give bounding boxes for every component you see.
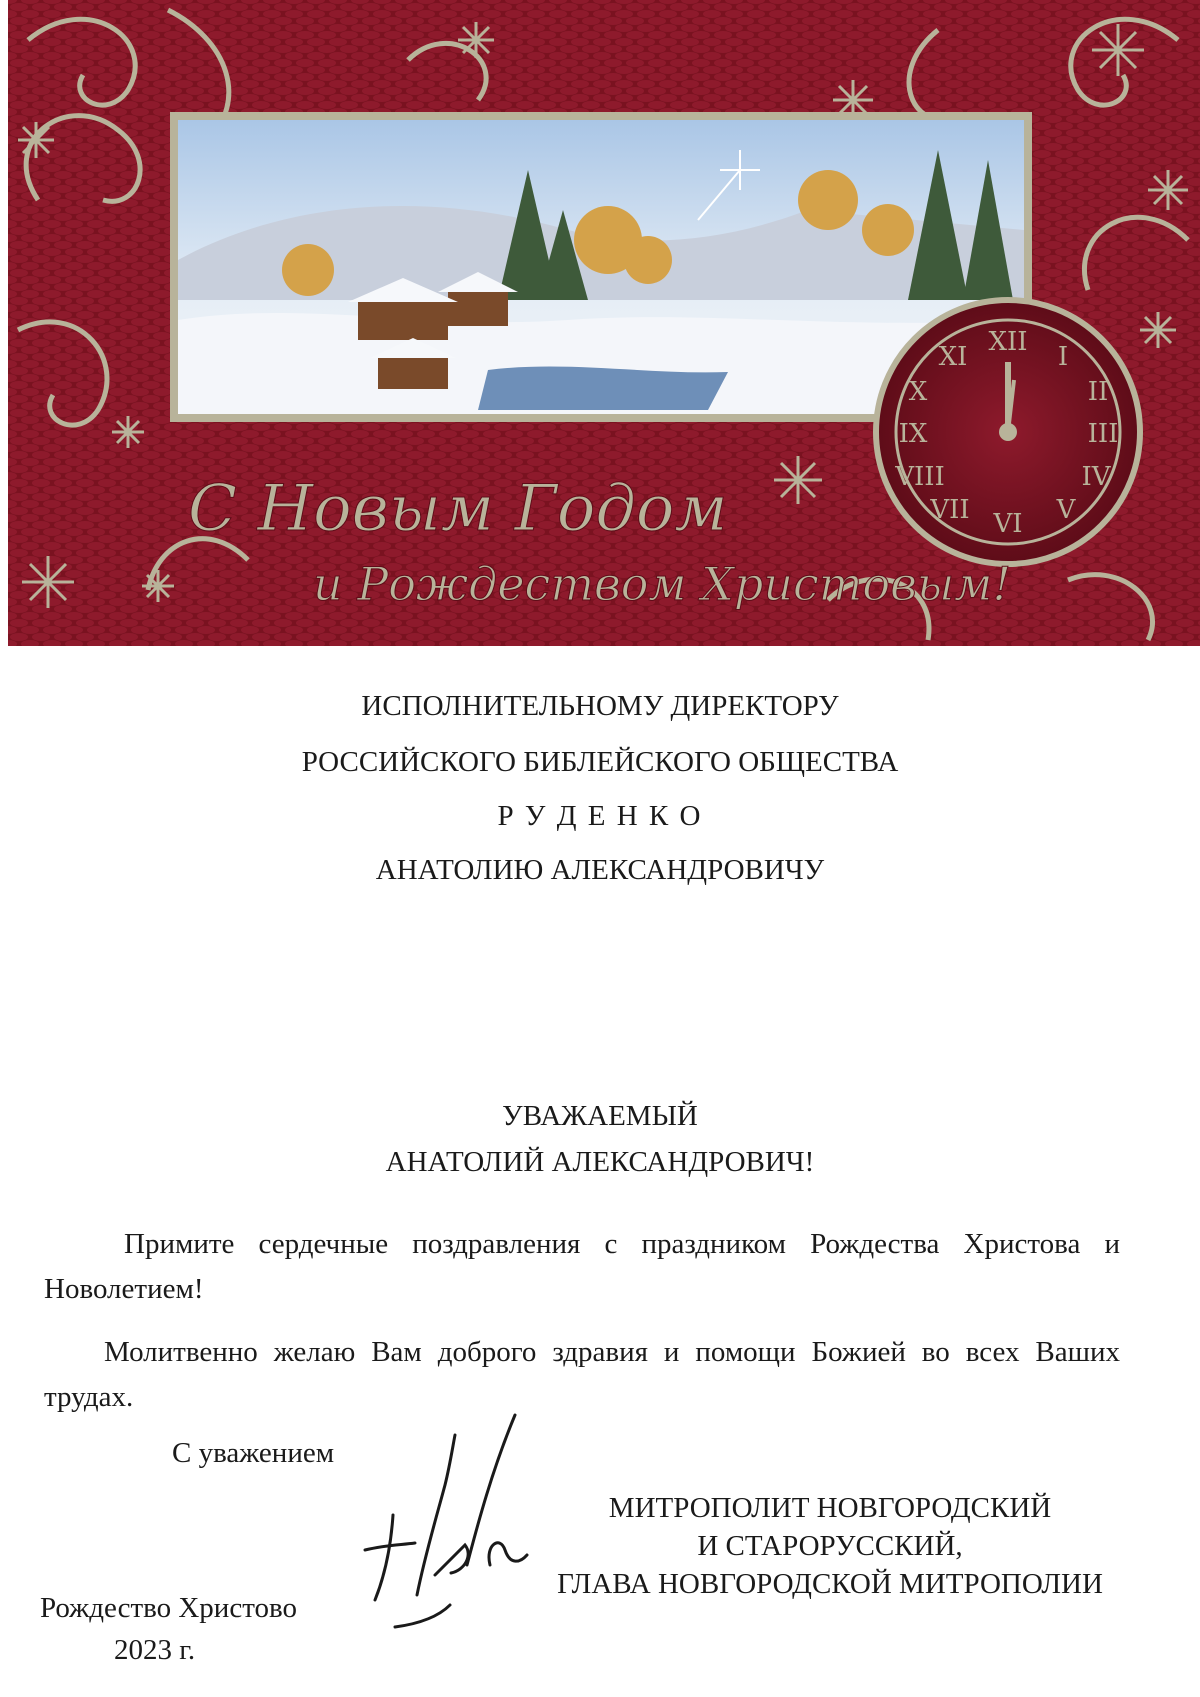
svg-text:III: III bbox=[1087, 419, 1119, 449]
date-occasion: Рождество Христово bbox=[40, 1592, 297, 1624]
greeting-title: С Новым Годом bbox=[188, 472, 728, 546]
greeting-subtitle: и Рождеством Христовым! bbox=[313, 557, 1011, 611]
svg-text:XI: XI bbox=[938, 342, 968, 372]
addressee-surname: Р У Д Е Н К О bbox=[497, 800, 703, 832]
svg-text:VI: VI bbox=[993, 509, 1023, 539]
svg-text:V: V bbox=[1056, 495, 1076, 525]
card-illustration bbox=[8, 0, 1200, 646]
signatory-line-3: ГЛАВА НОВГОРОДСКОЙ МИТРОПОЛИИ bbox=[557, 1568, 1103, 1600]
paragraph-1-line-2: Новолетием! bbox=[44, 1273, 204, 1305]
addressee-line-2: РОССИЙСКОГО БИБЛЕЙСКОГО ОБЩЕСТВА bbox=[301, 746, 899, 778]
addressee-line-1: ИСПОЛНИТЕЛЬНОМУ ДИРЕКТОРУ bbox=[361, 690, 839, 722]
addressee-name: АНАТОЛИЮ АЛЕКСАНДРОВИЧУ bbox=[375, 854, 825, 886]
svg-text:VII: VII bbox=[930, 495, 970, 525]
greeting-card-header bbox=[8, 0, 1200, 646]
svg-text:II: II bbox=[1087, 377, 1109, 407]
paragraph-2-line-1: Молитвенно желаю Вам доброго здравия и помощи Божией во всех Ваших bbox=[104, 1336, 1120, 1368]
svg-text:XII: XII bbox=[988, 327, 1028, 357]
date-year: 2023 г. bbox=[114, 1634, 196, 1666]
salutation-line-2: АНАТОЛИЙ АЛЕКСАНДРОВИЧ! bbox=[385, 1146, 815, 1178]
paragraph-1-line-1: Примите сердечные поздравления с праздником Рождества Христова и bbox=[124, 1228, 1120, 1260]
svg-text:I: I bbox=[1057, 342, 1069, 372]
svg-text:IV: IV bbox=[1081, 462, 1111, 492]
svg-text:X: X bbox=[908, 377, 928, 407]
paragraph-2-line-2: трудах. bbox=[44, 1381, 134, 1413]
svg-text:IX: IX bbox=[898, 419, 928, 449]
svg-text:VIII: VIII bbox=[895, 462, 945, 492]
signatory-line-1: МИТРОПОЛИТ НОВГОРОДСКИЙ bbox=[608, 1492, 1052, 1524]
salutation-line-1: УВАЖАЕМЫЙ bbox=[502, 1100, 698, 1132]
signatory-line-2: И СТАРОРУССКИЙ, bbox=[697, 1530, 963, 1562]
clock-icon bbox=[876, 300, 1140, 564]
closing-phrase: С уважением bbox=[172, 1437, 335, 1469]
